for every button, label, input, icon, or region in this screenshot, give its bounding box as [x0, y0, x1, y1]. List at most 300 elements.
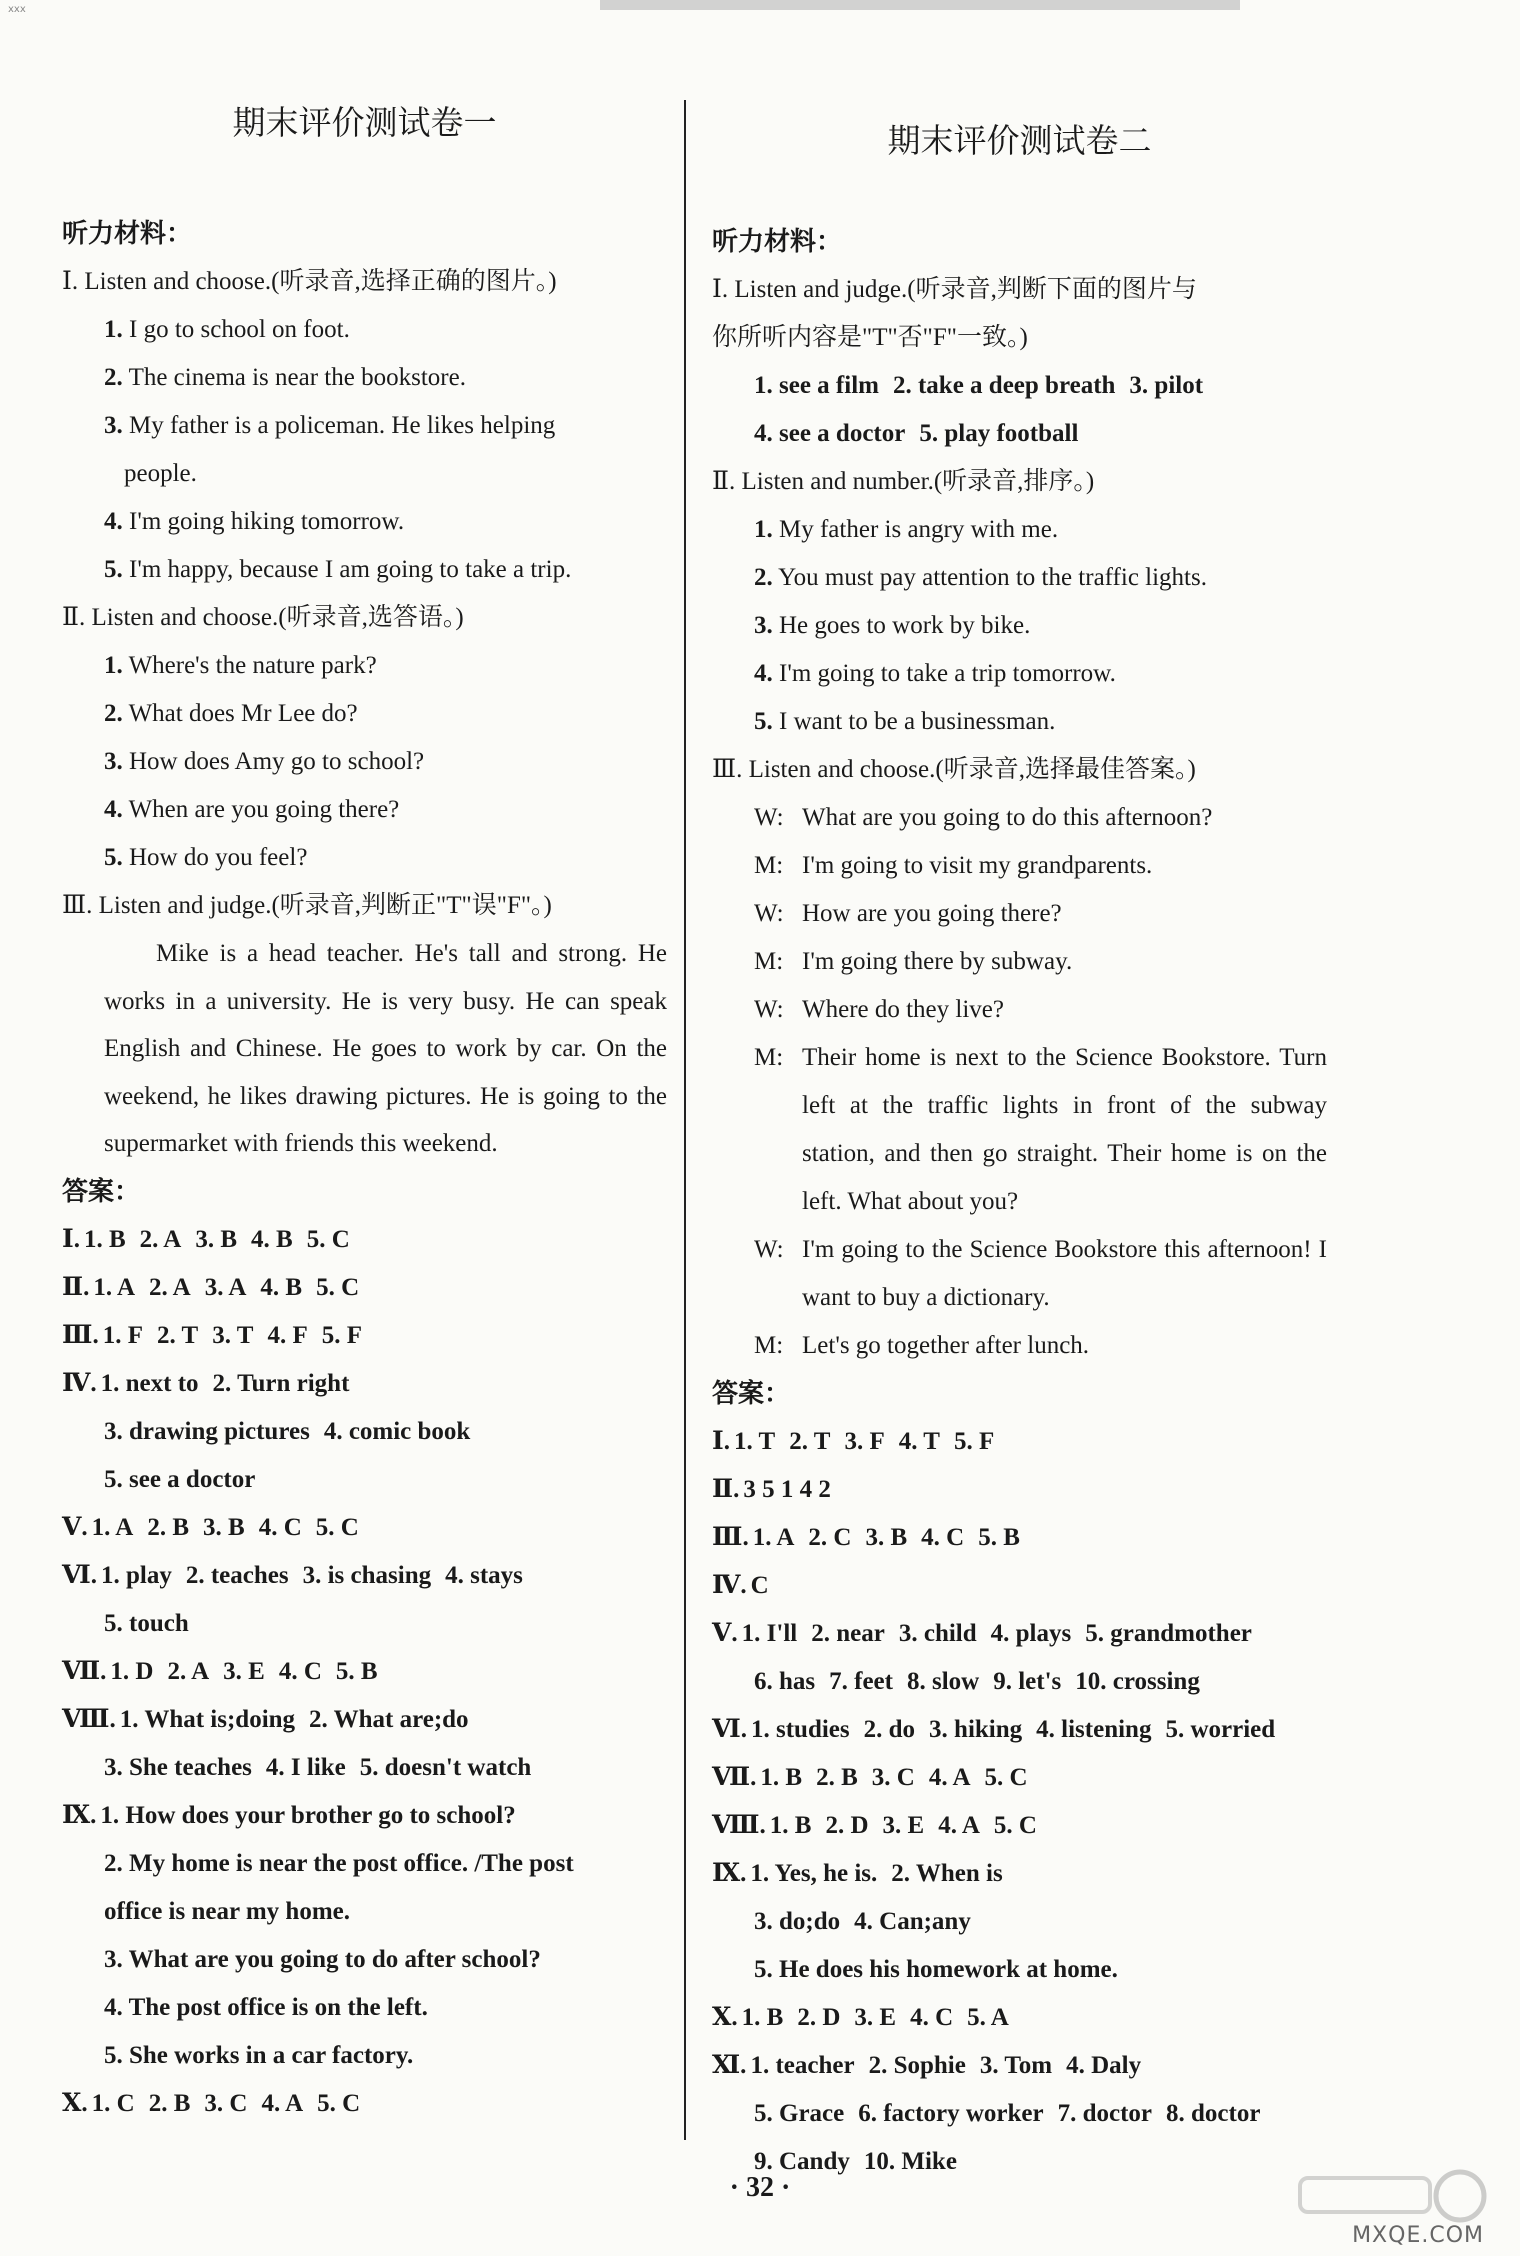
answer-value: touch: [129, 1609, 189, 1637]
answer-value: A: [191, 1657, 210, 1685]
dialogue-line: [712, 890, 1327, 938]
answer-part: [101, 1370, 199, 1397]
answer-number: 4.: [251, 1225, 270, 1253]
answer-row: [62, 1456, 667, 1504]
answer-section-numeral: Ⅳ.: [62, 1369, 97, 1397]
answer-number: 5.: [1085, 1620, 1104, 1647]
answer-row: [62, 1840, 667, 1888]
answer-part: [754, 1956, 1118, 1983]
answer-value: What are you going to do after school?: [128, 1945, 541, 1973]
answer-parts: [754, 2100, 1260, 2127]
answer-value: factory worker: [883, 2100, 1044, 2127]
answer-number: 2.: [149, 1273, 168, 1301]
answer-value: A: [776, 1524, 795, 1551]
utterance: What are you going to do this afternoon?: [802, 804, 1213, 831]
answer-number: 3.: [204, 2089, 224, 2117]
answer-number: 3.: [203, 1513, 222, 1541]
answer-number: 5.: [315, 1513, 335, 1541]
answer-parts: [760, 1764, 1027, 1791]
answer-value: B: [108, 1225, 126, 1253]
answer-part: [910, 2004, 953, 2031]
answer-row: [712, 1994, 1327, 2042]
answer-parts: [93, 1274, 359, 1301]
answer-value: T: [813, 1428, 831, 1455]
answer-number: 1.: [741, 1620, 761, 1647]
answer-part: [869, 2052, 966, 2079]
answer-number: 1.: [741, 2004, 761, 2031]
answer-row: [62, 1744, 667, 1792]
answer-number: 4.: [921, 1524, 940, 1551]
answer-part: [303, 1562, 432, 1589]
answer-number: 1.: [750, 1860, 770, 1887]
answer-value: plays: [1015, 1620, 1072, 1647]
dialogue-line: [712, 1034, 1327, 1226]
answer-number: 1.: [760, 1764, 780, 1791]
list-item: [712, 650, 1327, 698]
answer-value: When is: [915, 1860, 1003, 1887]
answer-part: [899, 1428, 940, 1455]
answer-value: What is;doing: [144, 1705, 296, 1733]
answer-value: play football: [944, 420, 1079, 447]
answer-value: teaches: [210, 1561, 289, 1589]
answer-value: How does your brother go to school?: [125, 1801, 516, 1829]
answer-number: 6.: [754, 1668, 773, 1695]
answer-part: [140, 1226, 182, 1253]
answer-row: [712, 1418, 1327, 1466]
answer-parts: [120, 1706, 469, 1733]
answer-parts: [101, 1562, 523, 1589]
answer-number: 5.: [316, 1273, 335, 1301]
utterance: Let's go together after lunch.: [802, 1332, 1090, 1359]
answer-value: B: [285, 1273, 303, 1301]
answer-part: [754, 2100, 844, 2127]
answer-number: 1.: [100, 1369, 120, 1397]
left-answers: [62, 1216, 667, 2128]
answer-section-numeral: Ⅱ.: [62, 1273, 90, 1301]
answer-row: [62, 2032, 667, 2080]
answer-value: grandmother: [1110, 1620, 1252, 1647]
answer-number: 3.: [223, 1657, 242, 1685]
answer-value: crossing: [1112, 1668, 1200, 1695]
answer-part: [789, 1428, 830, 1455]
answer-value: A: [163, 1225, 182, 1253]
answer-part: [104, 1898, 350, 1925]
answer-part: [797, 2004, 840, 2031]
answer-value: hiking: [954, 1716, 1023, 1743]
answer-parts: [750, 1860, 1002, 1887]
answer-part: [104, 1466, 255, 1493]
left-title: 期末评价测试卷一: [232, 106, 497, 142]
answer-value: do;do: [779, 1908, 841, 1935]
answer-value: C: [1018, 1812, 1037, 1839]
answer-part: [195, 1226, 237, 1253]
right-answers: [712, 1418, 1327, 2186]
answer-value: F: [978, 1428, 995, 1455]
answer-section-numeral: Ⅺ.: [712, 2052, 747, 2079]
list-item: [62, 834, 667, 882]
answer-section-numeral: Ⅲ.: [62, 1321, 99, 1349]
answer-number: 4.: [854, 1908, 873, 1935]
answer-number: 2.: [808, 1524, 828, 1551]
answer-value: F: [127, 1321, 143, 1349]
answer-part: [899, 1620, 977, 1647]
answer-number: 10.: [863, 2148, 896, 2175]
answer-part: [754, 420, 905, 447]
answer-number: 3.: [854, 2004, 874, 2031]
answer-section-numeral: Ⅹ.: [62, 2089, 88, 2117]
item-number: 5.: [754, 708, 773, 735]
item-number: 2.: [754, 564, 773, 591]
answer-value: I like: [290, 1753, 346, 1781]
answer-parts: [754, 2148, 957, 2175]
right-dialogue: [712, 794, 1327, 1370]
item-text: He goes to work by bike.: [779, 612, 1031, 639]
answer-part: [929, 1716, 1022, 1743]
answer-part: [1058, 2100, 1152, 2127]
dialogue-line: [712, 842, 1327, 890]
answer-value: B: [794, 1812, 812, 1839]
answer-number: 3.: [195, 1225, 215, 1253]
answer-number: 2.: [868, 2052, 888, 2079]
answer-value: office is near my home.: [104, 1897, 351, 1925]
list-item: [62, 402, 667, 450]
answer-row: [712, 1898, 1327, 1946]
answer-value: D: [135, 1657, 154, 1685]
answer-value: listening: [1061, 1716, 1152, 1743]
answer-part: [919, 420, 1078, 447]
answer-number: 9.: [754, 2148, 773, 2175]
answer-value: play: [126, 1561, 172, 1589]
answer-number: 2.: [863, 1716, 883, 1743]
answer-number: 5.: [1165, 1716, 1185, 1743]
dialogue-line: [712, 1322, 1327, 1370]
answer-part: [993, 1668, 1061, 1695]
answer-value: She works in a car factory.: [129, 2041, 414, 2069]
answer-number: 1.: [754, 372, 773, 399]
answer-value: C: [1009, 1764, 1028, 1791]
answer-row: [712, 1850, 1327, 1898]
utterance: I'm going there by subway.: [802, 948, 1073, 975]
answer-part: [811, 1620, 885, 1647]
answer-value: E: [248, 1657, 265, 1685]
answer-number: 3.: [212, 1321, 231, 1349]
right-sec1-line2: [712, 410, 1327, 458]
answer-part: [316, 1514, 359, 1541]
answer-parts: [104, 1466, 255, 1493]
answer-number: 3.: [979, 2052, 999, 2079]
answer-value: see a doctor: [129, 1465, 256, 1493]
answer-section-numeral: Ⅸ.: [62, 1801, 97, 1829]
answer-value: B: [890, 1524, 908, 1551]
answer-part: [742, 1620, 798, 1647]
answer-part: [1166, 2100, 1260, 2127]
answer-number: 5.: [104, 1465, 123, 1493]
answer-value: drawing pictures: [129, 1417, 310, 1445]
item-text: people.: [124, 460, 197, 487]
answer-value: She teaches: [129, 1753, 252, 1781]
list-item: [712, 698, 1327, 746]
answer-part: [1085, 1620, 1252, 1647]
answer-part: [1129, 372, 1203, 399]
answer-row: [62, 1504, 667, 1552]
item-number: 5.: [104, 556, 123, 583]
answer-part: [938, 1812, 980, 1839]
answer-part: [754, 1668, 815, 1695]
answer-number: 1.: [91, 2089, 111, 2117]
answer-parts: [753, 1524, 1020, 1551]
answer-section-numeral: Ⅹ.: [712, 2004, 738, 2031]
answer-value: take a deep breath: [917, 372, 1116, 399]
answer-parts: [104, 1850, 574, 1877]
speaker: M:: [754, 1332, 784, 1359]
answer-value: let's: [1018, 1668, 1062, 1695]
left-sec1-heading: Ⅰ. Listen and choose.(听录音,选择正确的图片。): [62, 268, 557, 295]
answer-value: C: [750, 1572, 769, 1599]
answer-number: 2.: [185, 1561, 205, 1589]
answer-value: has: [779, 1668, 816, 1695]
dialogue-line: [712, 794, 1327, 842]
answer-value: D: [822, 2004, 841, 2031]
answer-value: My home is near the post office. /The post: [129, 1849, 574, 1877]
answer-value: C: [283, 1513, 302, 1541]
answer-part: [829, 1668, 893, 1695]
answer-part: [324, 1418, 471, 1445]
item-text: I'm going to take a trip tomorrow.: [779, 660, 1116, 687]
answer-number: 1.: [102, 1321, 122, 1349]
answer-row: [62, 1984, 667, 2032]
item-text: What does Mr Lee do?: [128, 700, 358, 727]
answer-part: [929, 1764, 971, 1791]
left-sec3-paragraph: Mike is a head teacher. He's tall and strong. He works in a university. He is very busy. He can speak English and Chinese. He goes to work by car. On the weekend, he likes drawing pictures. He is going to the supermarket with friends this weekend.: [104, 940, 667, 1157]
answer-part: [336, 1658, 378, 1685]
answer-number: 2.: [104, 1849, 123, 1877]
answer-part: [751, 1572, 769, 1599]
answer-row: [62, 1264, 667, 1312]
answer-number: 2.: [825, 1812, 845, 1839]
answer-number: 5.: [104, 1609, 123, 1637]
answer-value: B: [766, 2004, 784, 2031]
answer-parts: [103, 1322, 362, 1349]
answer-section-numeral: Ⅴ.: [712, 1620, 738, 1647]
answer-number: 5.: [984, 1764, 1004, 1791]
answer-part: [260, 1274, 302, 1301]
answer-value: C: [833, 1524, 852, 1551]
answer-part: [754, 1908, 840, 1935]
list-item: [62, 450, 667, 498]
answer-value: F: [292, 1321, 308, 1349]
list-item: [62, 690, 667, 738]
answer-section-numeral: Ⅶ.: [712, 1764, 757, 1791]
speaker: M:: [754, 1044, 784, 1071]
answer-part: [864, 1716, 915, 1743]
answer-number: 5.: [993, 1812, 1013, 1839]
scan-header-band: [600, 0, 1240, 10]
answer-parts: [104, 1754, 531, 1781]
answer-row: [62, 1936, 667, 1984]
answer-number: 1.: [119, 1705, 139, 1733]
answer-part: [149, 1274, 191, 1301]
answer-number: 2.: [892, 372, 912, 399]
list-item: [62, 306, 667, 354]
answer-value: C: [303, 1657, 322, 1685]
answer-number: 1.: [93, 1273, 113, 1301]
answer-value: T: [181, 1321, 199, 1349]
answer-part: [322, 1322, 362, 1349]
answer-number: 3.: [898, 1620, 918, 1647]
answer-value: near: [836, 1620, 885, 1647]
answer-row: [712, 1610, 1327, 1658]
right-column: [712, 100, 1327, 2186]
answer-parts: [104, 2042, 413, 2069]
answer-number: 4.: [754, 420, 773, 447]
answer-part: [104, 2042, 413, 2069]
answer-value: A: [990, 2004, 1009, 2031]
item-number: 2.: [104, 700, 123, 727]
dialogue-line: [712, 1226, 1327, 1322]
list-item: [712, 602, 1327, 650]
answer-number: 3.: [104, 1417, 123, 1445]
answer-number: 4.: [261, 2089, 281, 2117]
answer-parts: [770, 1812, 1037, 1839]
utterance: I'm going to the Science Bookstore this afternoon! I want to buy a dictionary.: [802, 1236, 1327, 1311]
answer-value: child: [923, 1620, 977, 1647]
answer-value: stays: [470, 1561, 523, 1589]
answer-number: 2.: [797, 2004, 817, 2031]
answer-number: 2.: [139, 1225, 159, 1253]
answer-row: [712, 1562, 1327, 1610]
left-sec2-heading: Ⅱ. Listen and choose.(听录音,选答语。): [62, 604, 464, 631]
list-item: [62, 546, 667, 594]
left-sec2-items: [62, 642, 667, 882]
answer-number: 5.: [967, 2004, 986, 2031]
speaker: W:: [754, 804, 784, 831]
answer-part: [750, 2052, 854, 2079]
right-title: 期末评价测试卷二: [887, 124, 1152, 160]
answer-row: [62, 2080, 667, 2128]
answer-row: [712, 2042, 1327, 2090]
answer-number: 4.: [1066, 2052, 1085, 2079]
answer-number: 4.: [104, 1993, 123, 2021]
answer-part: [100, 1802, 515, 1829]
answer-value: doctor: [1191, 2100, 1261, 2127]
answer-part: [84, 1226, 126, 1253]
answer-number: 4.: [928, 1764, 948, 1791]
answer-part: [864, 2148, 957, 2175]
answer-number: 3.: [302, 1561, 322, 1589]
answer-value: see a film: [779, 372, 879, 399]
answer-number: 5.: [953, 1428, 973, 1455]
answer-value: D: [850, 1812, 869, 1839]
left-sec3-heading: Ⅲ. Listen and judge.(听录音,判断正"T"误"F"。): [62, 892, 552, 919]
answer-part: [734, 1428, 775, 1455]
answer-number: 2.: [789, 1428, 808, 1455]
answer-part: [872, 1764, 915, 1791]
answer-value: I'll: [766, 1620, 798, 1647]
list-item: [62, 786, 667, 834]
answer-part: [104, 1850, 574, 1877]
answer-row: [62, 1600, 667, 1648]
item-number: 3.: [754, 612, 773, 639]
answer-number: 4.: [990, 1620, 1010, 1647]
answer-parts: [734, 1428, 994, 1455]
answer-value: pilot: [1154, 372, 1204, 399]
answer-number: 4.: [898, 1428, 918, 1455]
answer-part: [104, 1754, 252, 1781]
answer-number: 7.: [1057, 2100, 1077, 2127]
left-sec1-items: [62, 306, 667, 594]
answer-number: 1.: [769, 1812, 789, 1839]
answer-number: 2.: [148, 2089, 168, 2117]
answer-value: B: [1003, 1524, 1020, 1551]
answer-value: teacher: [775, 2052, 855, 2079]
answer-value: C: [896, 1764, 915, 1791]
answer-part: [1075, 1668, 1200, 1695]
answer-number: 2.: [309, 1705, 328, 1733]
answer-number: 2.: [147, 1513, 167, 1541]
answer-part: [186, 1562, 289, 1589]
utterance: Their home is next to the Science Bookstore. Turn left at the traffic lights in front of the subway station, and then go straight. Their home is on the left. What about you?: [802, 1044, 1327, 1215]
answer-number: 4.: [258, 1513, 278, 1541]
answer-number: 3.: [882, 1812, 902, 1839]
answer-section-numeral: Ⅴ.: [62, 1513, 88, 1541]
answer-part: [360, 1754, 532, 1781]
answer-value: E: [879, 2004, 897, 2031]
answer-part: [147, 1514, 189, 1541]
item-text: My father is angry with me.: [779, 516, 1059, 543]
answer-part: [93, 1274, 135, 1301]
answer-part: [104, 1610, 189, 1637]
answer-value: C: [342, 2089, 361, 2117]
answer-part: [104, 1418, 310, 1445]
column-divider: [684, 100, 686, 2140]
answer-value: is chasing: [327, 1561, 432, 1589]
list-item: [712, 554, 1327, 602]
right-sec1-line1: [712, 362, 1327, 410]
answer-number: 1.: [750, 2052, 770, 2079]
answer-part: [1066, 2052, 1141, 2079]
answer-part: [120, 1706, 295, 1733]
list-item: [62, 738, 667, 786]
answer-number: 2.: [212, 1369, 232, 1397]
answer-part: [967, 2004, 1009, 2031]
list-item: [62, 642, 667, 690]
speaker: W:: [754, 1236, 784, 1263]
answer-part: [921, 1524, 964, 1551]
item-number: 4.: [754, 660, 773, 687]
answer-value: 3 5 1 4 2: [743, 1476, 831, 1503]
answer-value: do: [888, 1716, 916, 1743]
answer-value: F: [869, 1428, 885, 1455]
answer-part: [261, 2090, 303, 2117]
list-item: [62, 354, 667, 402]
answer-part: [104, 1946, 541, 1973]
answer-part: [978, 1524, 1020, 1551]
answer-row: [712, 1802, 1327, 1850]
answer-row: [62, 1360, 667, 1408]
answer-number: 3.: [865, 1524, 885, 1551]
answer-value: Turn right: [237, 1369, 350, 1397]
answer-part: [92, 1514, 134, 1541]
answer-part: [742, 2004, 784, 2031]
answer-number: 2.: [811, 1620, 830, 1647]
answer-value: F: [346, 1321, 363, 1349]
answer-parts: [92, 1514, 359, 1541]
answer-number: 5.: [321, 1321, 341, 1349]
utterance: How are you going there?: [802, 900, 1062, 927]
answer-number: 1.: [101, 1561, 120, 1589]
item-text: My father is a policeman. He likes helping: [129, 412, 556, 439]
answer-value: T: [923, 1428, 940, 1455]
